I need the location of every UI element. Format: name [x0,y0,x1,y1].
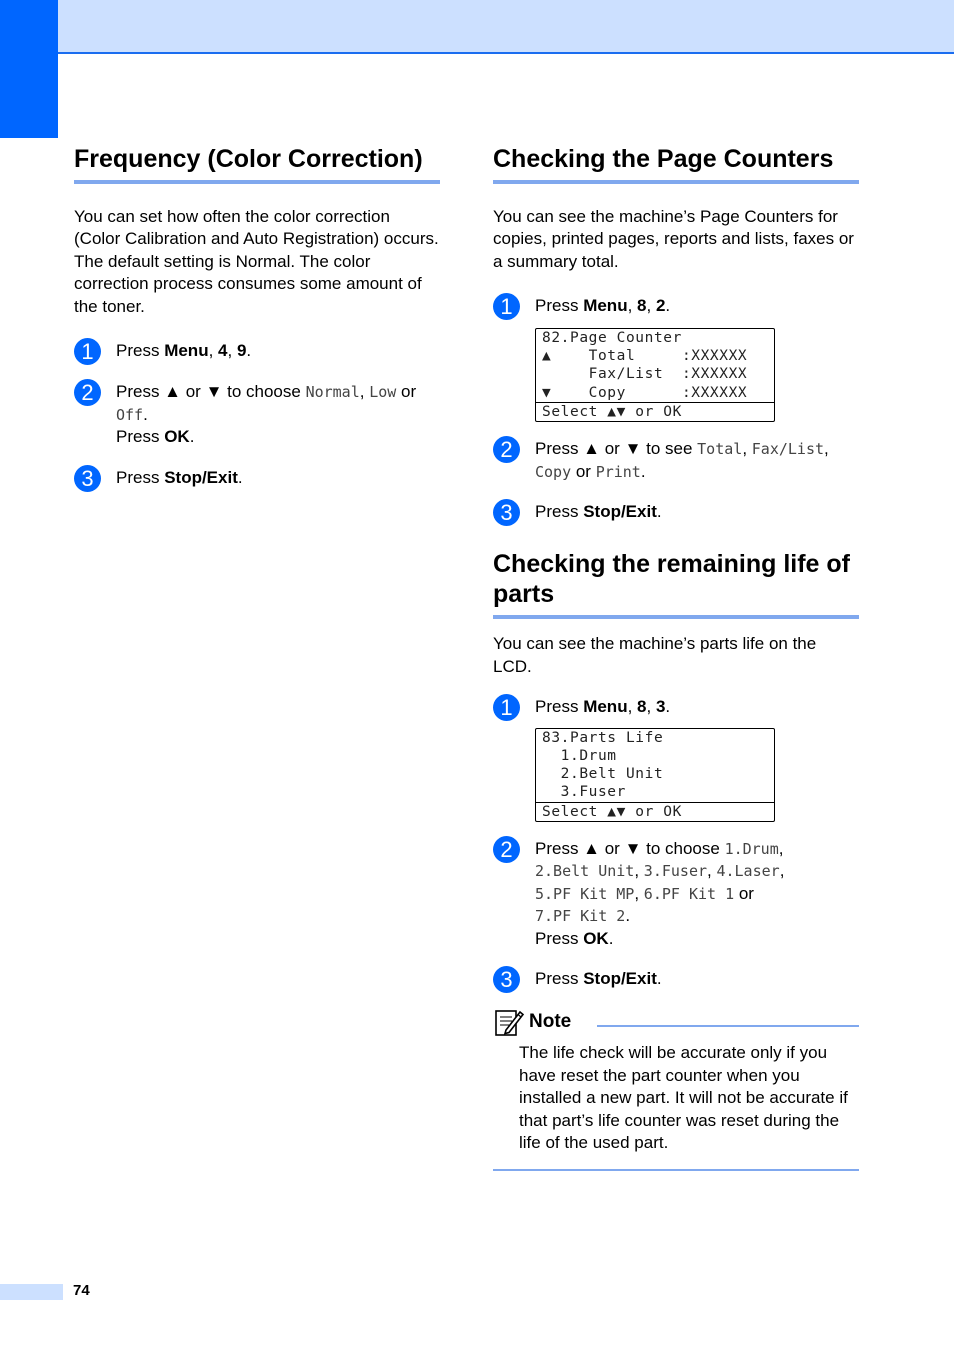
step-number-badge: 1 [493,694,520,721]
note-title: Note [529,1011,572,1033]
frequency-step-3: 3 Press Stop/Exit. [74,467,440,489]
section-heading-parts-life: Checking the remaining life of parts [493,549,859,619]
step-number-badge: 3 [493,966,520,993]
lcd-line: 1.Drum [542,747,617,764]
note-bottom-rule [493,1169,859,1171]
step-number-badge: 2 [493,436,520,463]
lcd-line: Fax/List :XXXXXX [542,366,748,383]
note-box [493,1004,859,1170]
frequency-step-2: 2 Press ▲ or ▼ to choose Normal, Low or Off. Press OK. [74,381,440,448]
parts-life-step-2: 2 Press ▲ or ▼ to choose 1.Drum, 2.Belt Unit, 3.Fuser, 4.Laser, 5.PF Kit MP, 6.PF Kit 1 or 7.PF Kit 2. Press OK. [493,838,859,950]
page-number: 74 [73,1282,90,1299]
step-number-badge: 1 [74,338,101,365]
note-text: The life check will be accurate only if you have reset the part counter when you installed a new part. It will not be accurate if that part’s life counter was reset during the life of the used part. [519,1043,848,1153]
lcd-line: Select ▲▼ or OK [536,802,774,821]
page-counters-intro: You can see the machine’s Page Counters for copies, printed pages, reports and lists, faxes or a summary total. [493,207,854,271]
lcd-line: 83.Parts Life [542,729,664,746]
step-number-badge: 2 [493,836,520,863]
lcd-line: ▼ Copy :XXXXXX [542,384,748,401]
step-number-badge: 1 [493,293,520,320]
parts-life-intro: You can see the machine’s parts life on the LCD. [493,634,817,676]
note-header [493,1004,859,1040]
lcd-parts-life [535,728,775,822]
frequency-intro: You can set how often the color correction (Color Calibration and Auto Registration) occurs. The default setting is Normal. The color correction process consumes some amount of the toner. [74,207,439,316]
parts-life-step-3: 3 Press Stop/Exit. [493,968,859,990]
section-heading-page-counters: Checking the Page Counters [493,144,859,184]
lcd-line: Select ▲▼ or OK [536,402,774,421]
lcd-line: 82.Page Counter [542,329,682,346]
parts-life-step-1: 1 Press Menu, 8, 3. [493,696,859,718]
chapter-tab [0,0,58,138]
note-rule [597,1025,859,1027]
lcd-line: 3.Fuser [542,784,626,801]
step-number-badge: 2 [74,379,101,406]
footer-tab [0,1284,63,1300]
step-number-badge: 3 [493,499,520,526]
lcd-line: 2.Belt Unit [542,766,664,783]
step-number-badge: 3 [74,465,101,492]
lcd-page-counter [535,328,775,422]
page-counters-step-1: 1 Press Menu, 8, 2. [493,295,859,317]
right-column [493,144,859,1171]
page-counters-step-3: 3 Press Stop/Exit. [493,501,859,523]
page-counters-step-2: 2 Press ▲ or ▼ to see Total, Fax/List, Copy or Print. [493,438,859,483]
section-heading-frequency: Frequency (Color Correction) [74,144,440,184]
frequency-step-1: 1 Press Menu, 4, 9. [74,340,440,362]
lcd-line: ▲ Total :XXXXXX [542,347,748,364]
note-pencil-icon [493,1006,525,1038]
left-column [74,144,440,489]
header-band [0,0,954,54]
